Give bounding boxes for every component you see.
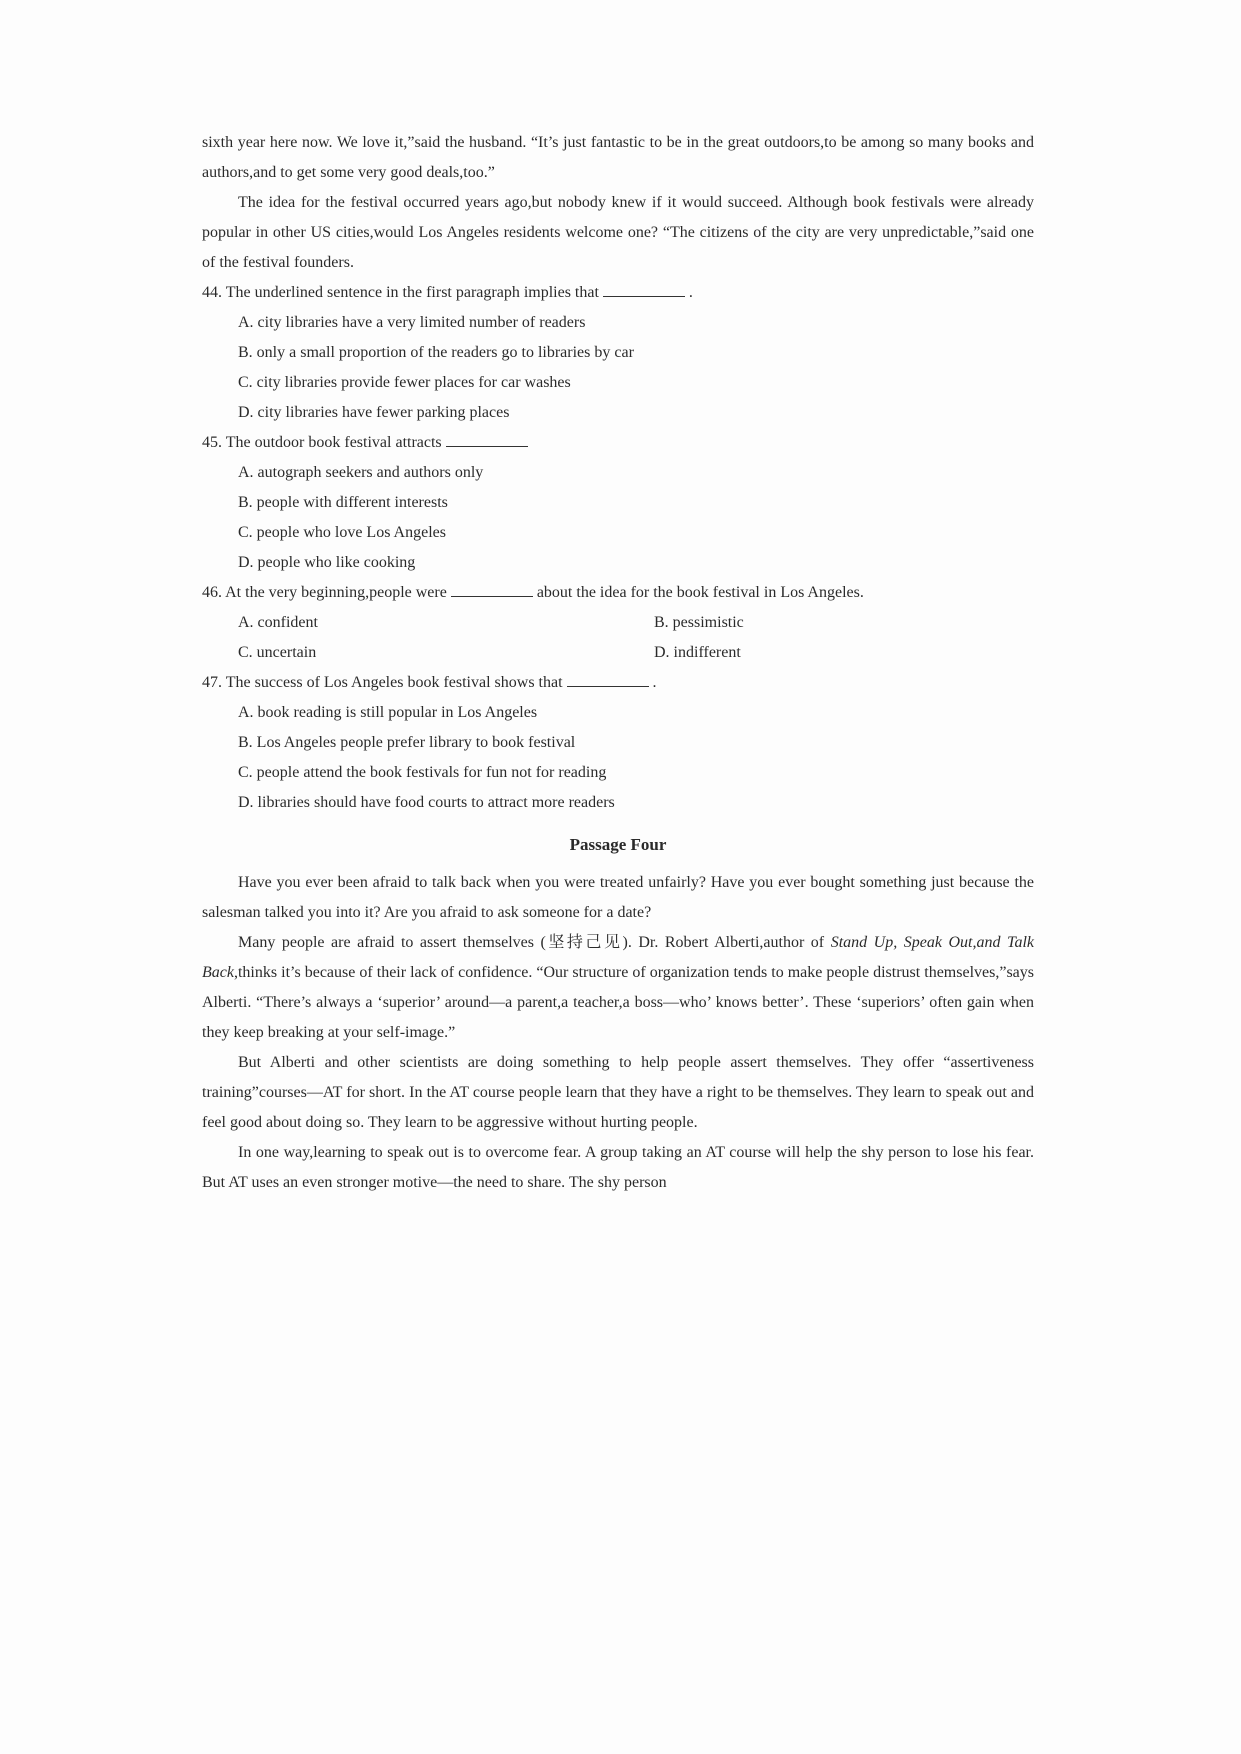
option-b: B. Los Angeles people prefer library to book festival: [238, 734, 576, 751]
question-text: The underlined sentence in the first paragraph implies that: [225, 284, 599, 301]
question-46: [202, 578, 1034, 668]
paragraph-text: ,thinks it’s because of their lack of confidence. “Our structure of organization tends to make people distrust themselves,”says Alberti. “There’s always a ‘superior’ around—a parent,a teacher,a boss—who’ knows better’. These ‘superiors’ often gain when they keep breaking at your self-image.”: [202, 964, 1034, 1041]
option-c: C. uncertain: [238, 644, 317, 661]
option-b: B. pessimistic: [654, 614, 744, 631]
option-c: C. city libraries provide fewer places for car washes: [238, 374, 571, 391]
question-number: 44.: [202, 284, 222, 301]
passage-three-continuation: [202, 128, 1034, 278]
paragraph: sixth year here now. We love it,”said the husband. “It’s just fantastic to be in the great outdoors,to be among so many books and authors,and to get some very good deals,too.”: [202, 134, 1034, 181]
text-column: [202, 128, 1034, 1198]
question-47: [202, 668, 1034, 818]
option-a: A. city libraries have a very limited number of readers: [238, 314, 586, 331]
question-45: [202, 428, 1034, 578]
option-d: D. libraries should have food courts to attract more readers: [238, 794, 615, 811]
question-number: 46.: [202, 584, 222, 601]
question-text: The outdoor book festival attracts: [225, 434, 442, 451]
paragraph-text: Many people are afraid to assert themselves (坚持己见). Dr. Robert Alberti,author of: [238, 934, 825, 951]
option-d: D. people who like cooking: [238, 554, 416, 571]
passage-four-body: [202, 868, 1034, 1198]
question-stem: [202, 428, 1034, 458]
paragraph: [202, 928, 1034, 1048]
paragraph: Have you ever been afraid to talk back when you were treated unfairly? Have you ever bought something just because the salesman talked you into it? Are you afraid to ask someone for a date?: [202, 874, 1034, 921]
options-row: [202, 638, 1034, 668]
option-a: A. autograph seekers and authors only: [238, 464, 484, 481]
question-text-end: .: [688, 284, 693, 301]
option-a: A. book reading is still popular in Los Angeles: [238, 704, 538, 721]
question-number: 45.: [202, 434, 222, 451]
question-stem: [202, 578, 1034, 608]
passage-four-title: Passage Four: [569, 835, 667, 854]
paragraph: But Alberti and other scientists are doing something to help people assert themselves. They offer “assertiveness training”courses—AT for short. In the AT course people learn that they have a right to be themselves. They learn to speak out and feel good about doing so. They learn to be aggressive without hurting people.: [202, 1054, 1034, 1131]
option-a: A. confident: [238, 614, 318, 631]
options-row: [202, 608, 1034, 638]
question-44: [202, 278, 1034, 428]
question-number: 47.: [202, 674, 222, 691]
question-text: The success of Los Angeles book festival shows that: [225, 674, 563, 691]
option-b: B. people with different interests: [238, 494, 448, 511]
option-b: B. only a small proportion of the readers go to libraries by car: [238, 344, 634, 361]
option-c: C. people who love Los Angeles: [238, 524, 446, 541]
answer-blank: [446, 432, 528, 447]
answer-blank: [603, 282, 685, 297]
option-d: D. indifferent: [654, 644, 741, 661]
option-d: D. city libraries have fewer parking places: [238, 404, 510, 421]
paragraph: The idea for the festival occurred years ago,but nobody knew if it would succeed. Although book festivals were already popular in other US cities,would Los Angeles residents welcome one? “The citizens of the city are very unpredictable,”said one of the festival founders.: [202, 194, 1034, 271]
question-text: At the very beginning,people were: [225, 584, 447, 601]
paragraph: In one way,learning to speak out is to overcome fear. A group taking an AT course will help the shy person to lose his fear. But AT uses an even stronger motive—the need to share. The shy person: [202, 1144, 1034, 1191]
question-stem: [202, 278, 1034, 308]
question-text-end: about the idea for the book festival in Los Angeles.: [536, 584, 864, 601]
answer-blank: [451, 582, 533, 597]
answer-blank: [567, 672, 649, 687]
book-title: Stand Up, Speak Out,and Talk Back: [202, 934, 1034, 981]
question-stem: [202, 668, 1034, 698]
option-c: C. people attend the book festivals for fun not for reading: [238, 764, 607, 781]
question-text-end: .: [652, 674, 657, 691]
